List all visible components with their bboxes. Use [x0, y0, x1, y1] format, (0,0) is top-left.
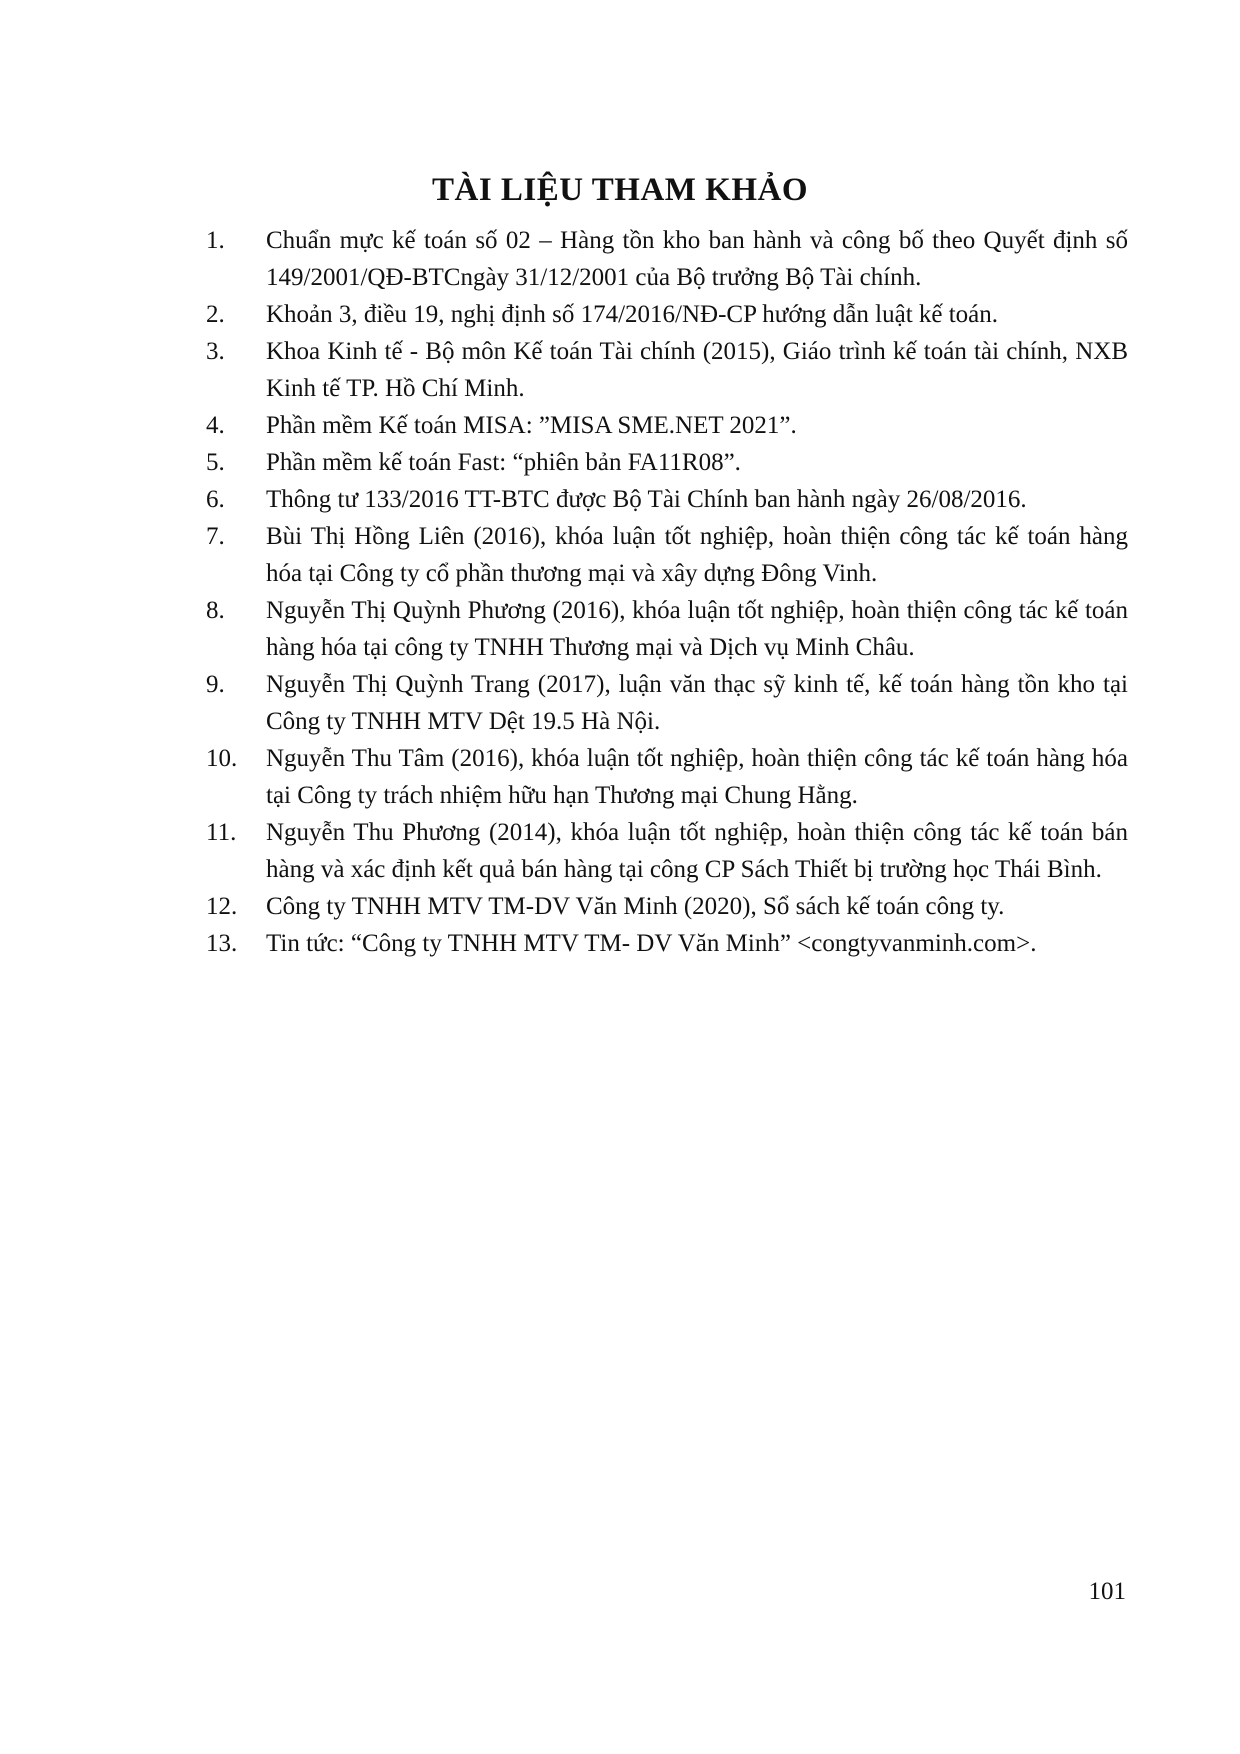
reference-number: 1.: [206, 227, 225, 254]
reference-number: 12.: [206, 893, 238, 920]
reference-number: 8.: [206, 597, 225, 624]
reference-text: Nguyễn Thị Quỳnh Phương (2016), khóa luận tốt nghiệp, hoàn thiện công tác kế toán hàng hóa tại công ty TNHH Thương mại và Dịch vụ Minh Châu.: [266, 597, 1128, 661]
reference-text: Công ty TNHH MTV TM-DV Văn Minh (2020), Sổ sách kế toán công ty.: [266, 893, 1005, 920]
reference-number: 6.: [206, 486, 225, 513]
reference-number: 4.: [206, 412, 225, 439]
reference-number: 7.: [206, 523, 225, 550]
reference-item: [206, 333, 1128, 407]
reference-text: Nguyễn Thu Phương (2014), khóa luận tốt nghiệp, hoàn thiện công tác kế toán bán hàng và xác định kết quả bán hàng tại công CP Sách Thiết bị trường học Thái Bình.: [266, 819, 1128, 883]
reference-text: Nguyễn Thị Quỳnh Trang (2017), luận văn thạc sỹ kinh tế, kế toán hàng tồn kho tại Công ty TNHH MTV Dệt 19.5 Hà Nội.: [266, 671, 1128, 735]
reference-item: [206, 518, 1128, 592]
reference-number: 11.: [206, 819, 237, 846]
reference-item: [206, 666, 1128, 740]
reference-text: Phần mềm Kế toán MISA: ”MISA SME.NET 2021”.: [266, 412, 797, 439]
reference-text: Khoa Kinh tế - Bộ môn Kế toán Tài chính (2015), Giáo trình kế toán tài chính, NXB Kinh tế TP. Hồ Chí Minh.: [266, 338, 1128, 402]
reference-number: 13.: [206, 930, 238, 957]
reference-text: Khoản 3, điều 19, nghị định số 174/2016/NĐ-CP hướng dẫn luật kế toán.: [266, 301, 999, 328]
reference-list: [206, 222, 1128, 962]
reference-text: Chuẩn mực kế toán số 02 – Hàng tồn kho ban hành và công bố theo Quyết định số 149/2001/QĐ-BTCngày 31/12/2001 của Bộ trưởng Bộ Tài chính.: [266, 227, 1128, 291]
reference-number: 2.: [206, 301, 225, 328]
reference-text: Tin tức: “Công ty TNHH MTV TM- DV Văn Minh” <congtyvanminh.com>.: [266, 930, 1037, 957]
reference-item: [206, 740, 1128, 814]
reference-text: Bùi Thị Hồng Liên (2016), khóa luận tốt nghiệp, hoàn thiện công tác kế toán hàng hóa tại Công ty cổ phần thương mại và xây dựng Đông Vinh.: [266, 523, 1128, 587]
reference-item: [206, 888, 1128, 925]
reference-item: [206, 444, 1128, 481]
reference-number: 10.: [206, 745, 238, 772]
reference-text: Thông tư 133/2016 TT-BTC được Bộ Tài Chính ban hành ngày 26/08/2016.: [266, 486, 1027, 513]
page-title: TÀI LIỆU THAM KHẢO: [431, 172, 809, 208]
page-number: 101: [1088, 1578, 1126, 1605]
reference-item: [206, 814, 1128, 888]
reference-item: [206, 592, 1128, 666]
reference-item: [206, 925, 1128, 962]
reference-number: 3.: [206, 338, 225, 365]
reference-item: [206, 407, 1128, 444]
reference-text: Nguyễn Thu Tâm (2016), khóa luận tốt nghiệp, hoàn thiện công tác kế toán hàng hóa tại Công ty trách nhiệm hữu hạn Thương mại Chung Hằng.: [266, 745, 1128, 809]
reference-number: 9.: [206, 671, 225, 698]
reference-item: [206, 296, 1128, 333]
reference-item: [206, 481, 1128, 518]
reference-number: 5.: [206, 449, 225, 476]
reference-item: [206, 222, 1128, 296]
reference-text: Phần mềm kế toán Fast: “phiên bản FA11R08”.: [266, 449, 741, 476]
